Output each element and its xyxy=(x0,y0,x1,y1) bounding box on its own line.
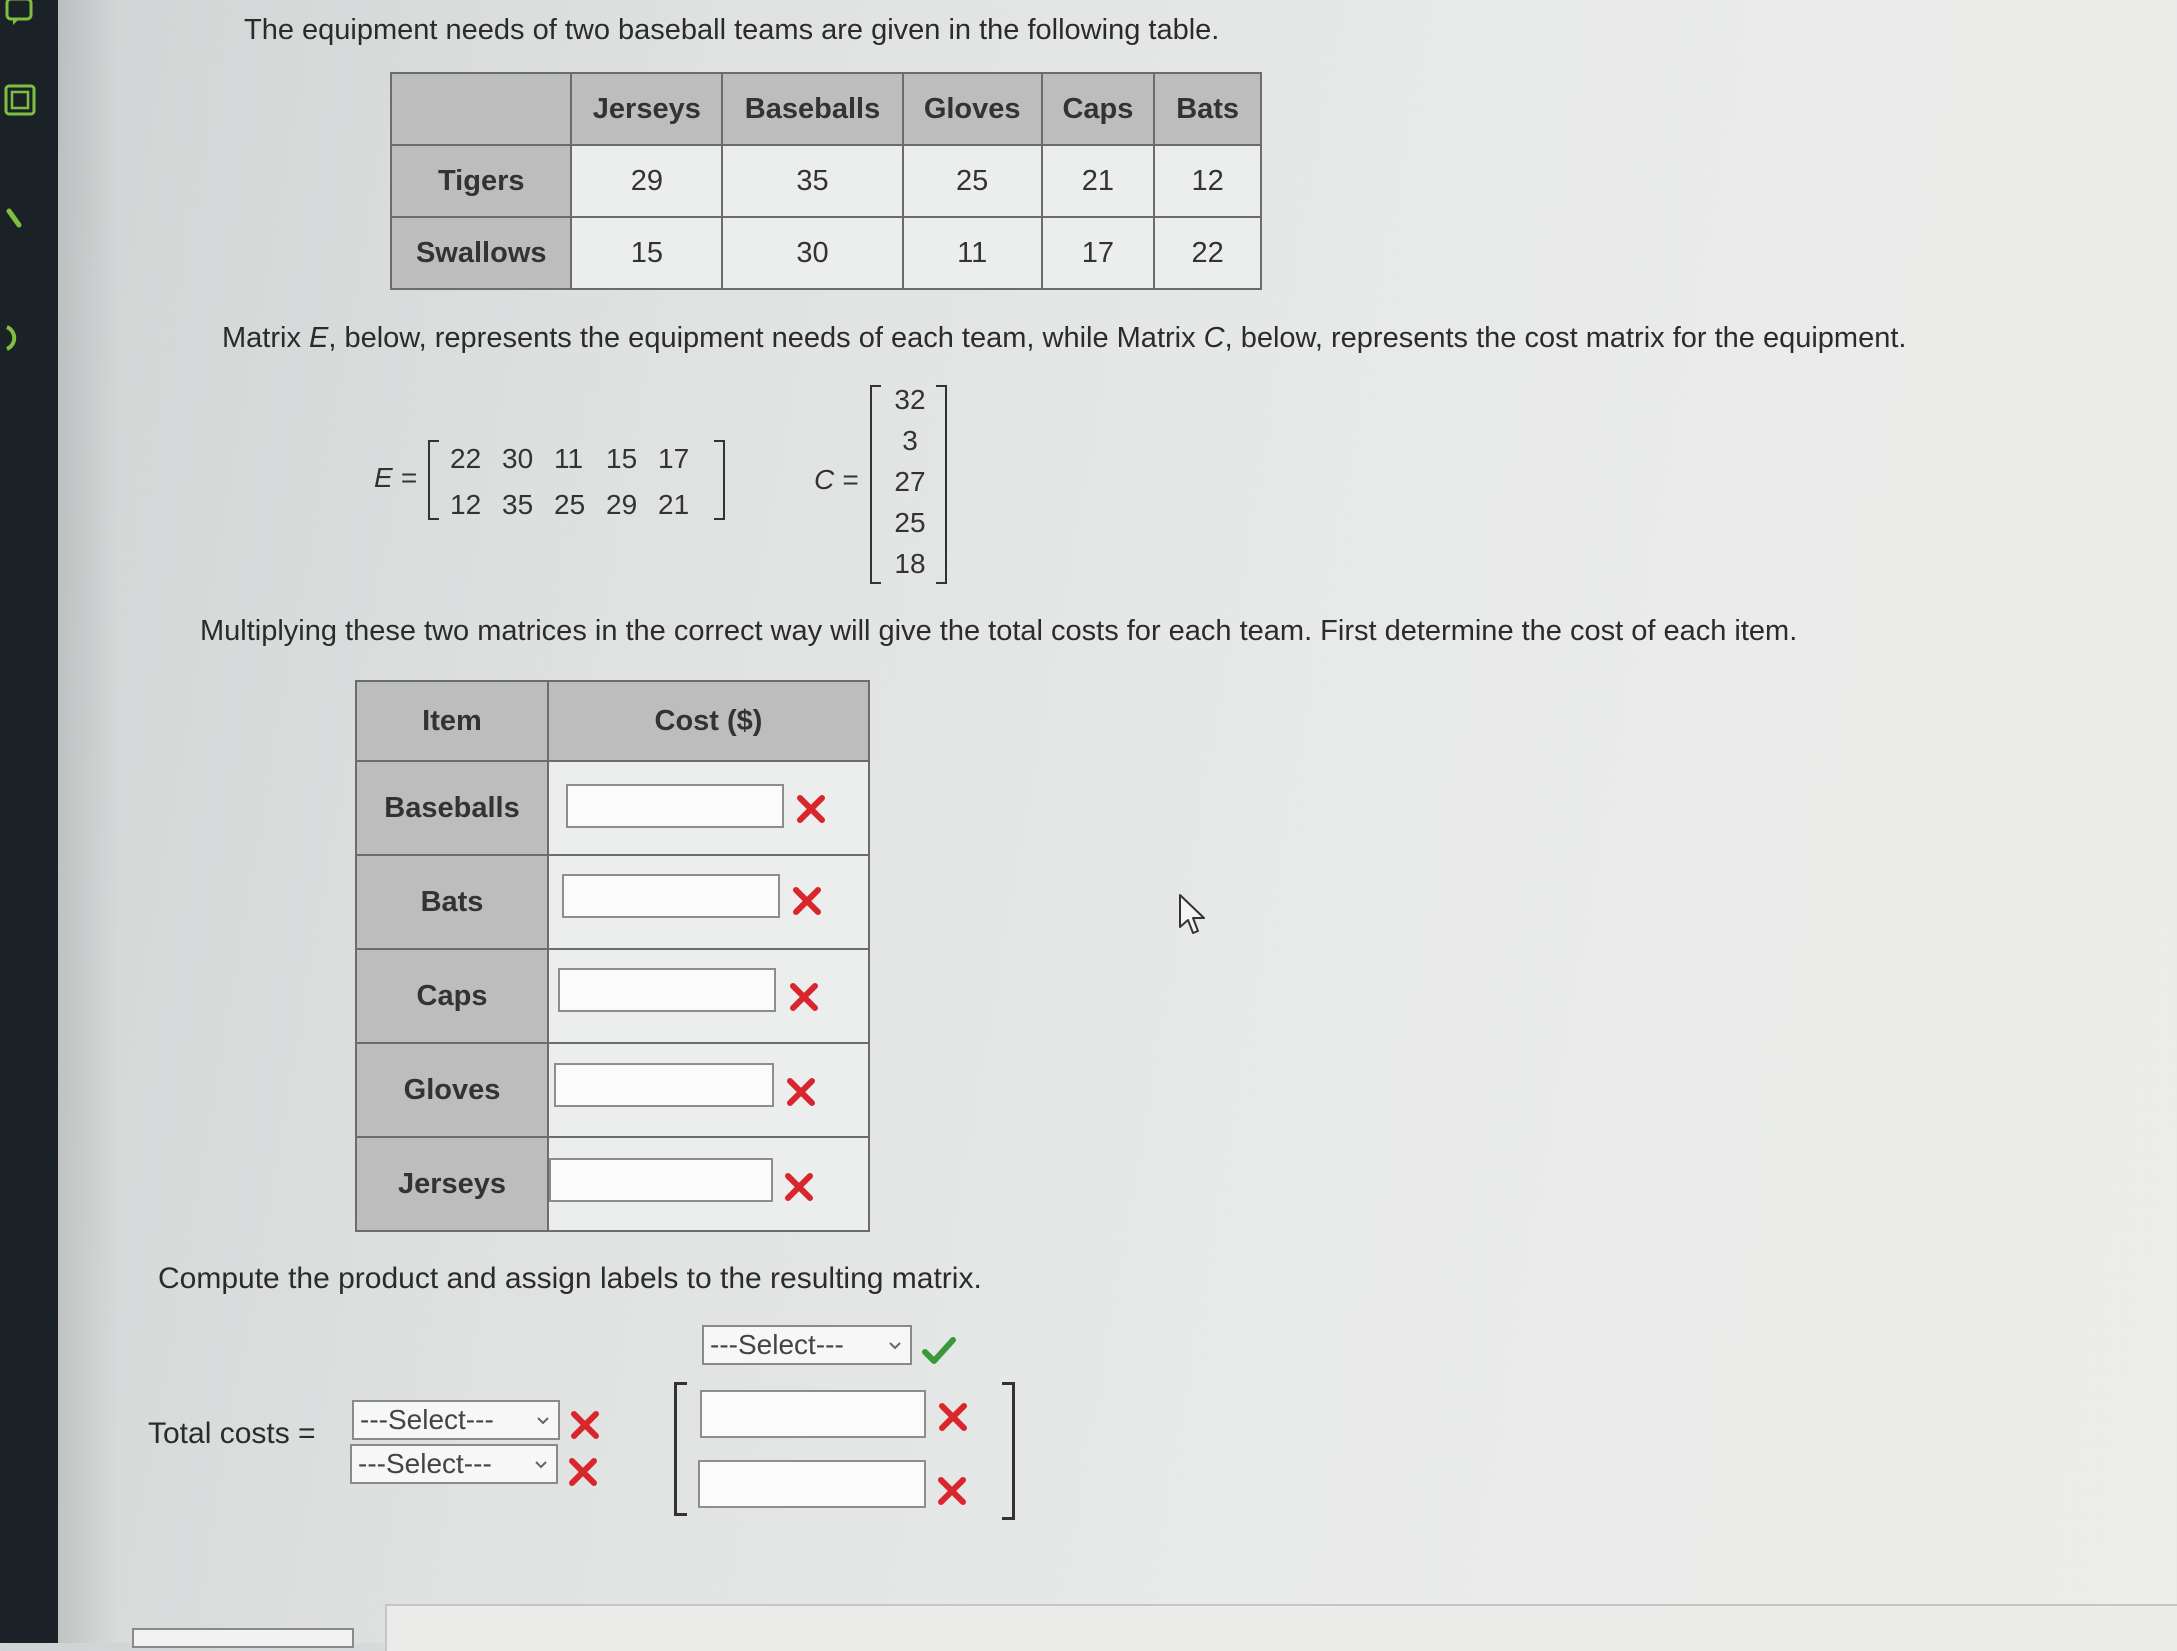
chat-icon[interactable] xyxy=(0,0,40,32)
matrix-text-part: , below, represents the cost matrix for the equipment. xyxy=(1224,322,1907,354)
x-mark-icon xyxy=(935,1474,969,1508)
column-header: Caps xyxy=(1042,73,1155,145)
item-label: Caps xyxy=(356,949,548,1043)
row-header: Swallows xyxy=(391,217,571,289)
pencil-icon[interactable] xyxy=(0,198,40,238)
table-row xyxy=(391,217,1261,289)
matrix-c-entry: 25 xyxy=(894,507,926,538)
help-icon[interactable] xyxy=(0,318,40,358)
gloves-cost-input[interactable] xyxy=(554,1063,774,1107)
matrix-text-part: Matrix xyxy=(222,322,309,354)
column-header: Gloves xyxy=(903,73,1042,145)
calculator-icon[interactable] xyxy=(0,80,40,120)
cost-header: Cost ($) xyxy=(548,681,869,761)
matrix-e-entry: 29 xyxy=(606,489,638,520)
matrix-e-left-bracket xyxy=(428,440,439,520)
x-mark-icon xyxy=(790,884,824,918)
matrix-e-right-bracket xyxy=(714,440,725,520)
matrix-c-entry: 27 xyxy=(894,466,926,497)
multiply-instruction: Multiplying these two matrices in the correct way will give the total costs for each team. First determine the cost of each item. xyxy=(200,615,1798,647)
item-label: Baseballs xyxy=(356,761,548,855)
table-cell: 15 xyxy=(571,217,722,289)
matrix-e-entry: 30 xyxy=(502,443,534,474)
table-cell: 17 xyxy=(1042,217,1155,289)
table-cell: 29 xyxy=(571,145,722,217)
select-value: ---Select--- xyxy=(358,1448,492,1479)
row2-label-select[interactable] xyxy=(350,1444,558,1484)
matrix-e-label: E = xyxy=(374,462,417,493)
compute-instruction: Compute the product and assign labels to the resulting matrix. xyxy=(158,1262,982,1295)
chevron-down-icon xyxy=(884,1334,906,1356)
table-cell: 22 xyxy=(1154,217,1261,289)
bottom-panel xyxy=(385,1604,2177,1651)
row1-label-select[interactable] xyxy=(352,1400,560,1440)
column-label-select[interactable] xyxy=(702,1325,912,1365)
bottom-button[interactable] xyxy=(132,1628,354,1648)
x-mark-icon xyxy=(782,1170,816,1204)
table-cell: 35 xyxy=(722,145,903,217)
table-cell: 11 xyxy=(903,217,1042,289)
total-costs-label: Total costs = xyxy=(148,1417,316,1450)
matrix-c-label: C = xyxy=(814,464,859,495)
matrix-e-entry: 22 xyxy=(450,443,482,474)
x-mark-icon xyxy=(566,1455,600,1489)
caps-cost-input[interactable] xyxy=(558,968,776,1012)
jerseys-cost-input[interactable] xyxy=(549,1158,773,1202)
matrix-c-entry: 18 xyxy=(894,548,926,579)
chevron-down-icon xyxy=(530,1453,552,1475)
check-mark-icon xyxy=(922,1334,956,1368)
table-row xyxy=(391,145,1261,217)
item-label: Bats xyxy=(356,855,548,949)
cost-table xyxy=(355,680,870,1232)
x-mark-icon xyxy=(936,1400,970,1434)
matrix-e-entry: 11 xyxy=(554,443,584,474)
x-mark-icon xyxy=(787,980,821,1014)
table-cell: 12 xyxy=(1154,145,1261,217)
result-right-bracket xyxy=(1002,1382,1015,1520)
bats-cost-input[interactable] xyxy=(562,874,780,918)
result-input-row2[interactable] xyxy=(698,1460,926,1508)
select-value: ---Select--- xyxy=(710,1329,844,1360)
chevron-down-icon xyxy=(532,1409,554,1431)
item-header: Item xyxy=(356,681,548,761)
mouse-pointer-icon xyxy=(1178,893,1208,942)
result-left-bracket xyxy=(674,1382,687,1516)
matrix-e-entry: 25 xyxy=(554,489,586,520)
matrix-e-entry: 21 xyxy=(658,489,690,520)
x-mark-icon xyxy=(784,1075,818,1109)
matrix-e-entry: 15 xyxy=(606,443,638,474)
x-mark-icon xyxy=(568,1408,602,1442)
column-header: Jerseys xyxy=(571,73,722,145)
matrix-c-entry: 3 xyxy=(902,425,918,456)
left-sidebar xyxy=(0,0,58,1643)
table-corner xyxy=(391,73,571,145)
equipment-table xyxy=(390,72,1262,290)
matrix-e-values xyxy=(450,443,710,521)
baseballs-cost-input[interactable] xyxy=(566,784,784,828)
item-label: Jerseys xyxy=(356,1137,548,1231)
matrix-e-entry: 35 xyxy=(502,489,534,520)
table-cell: 21 xyxy=(1042,145,1155,217)
table-cell: 30 xyxy=(722,217,903,289)
matrix-text-part: , below, represents the equipment needs of each team, while Matrix xyxy=(328,322,1204,354)
matrix-c-entry: 32 xyxy=(894,384,926,415)
column-header: Bats xyxy=(1154,73,1261,145)
column-header: Baseballs xyxy=(722,73,903,145)
table-cell: 25 xyxy=(903,145,1042,217)
matrix-c-letter: C xyxy=(1203,322,1225,354)
matrix-description xyxy=(222,322,1906,355)
page-shadow xyxy=(58,0,118,1643)
select-value: ---Select--- xyxy=(360,1404,494,1435)
x-mark-icon xyxy=(794,792,828,826)
matrix-e-entry: 17 xyxy=(658,443,690,474)
intro-text: The equipment needs of two baseball teams are given in the following table. xyxy=(244,14,1220,46)
row-header: Tigers xyxy=(391,145,571,217)
item-label: Gloves xyxy=(356,1043,548,1137)
result-input-row1[interactable] xyxy=(700,1390,926,1438)
matrix-c-values xyxy=(880,384,940,580)
matrix-e-entry: 12 xyxy=(450,489,482,520)
matrix-e-letter: E xyxy=(309,322,329,354)
